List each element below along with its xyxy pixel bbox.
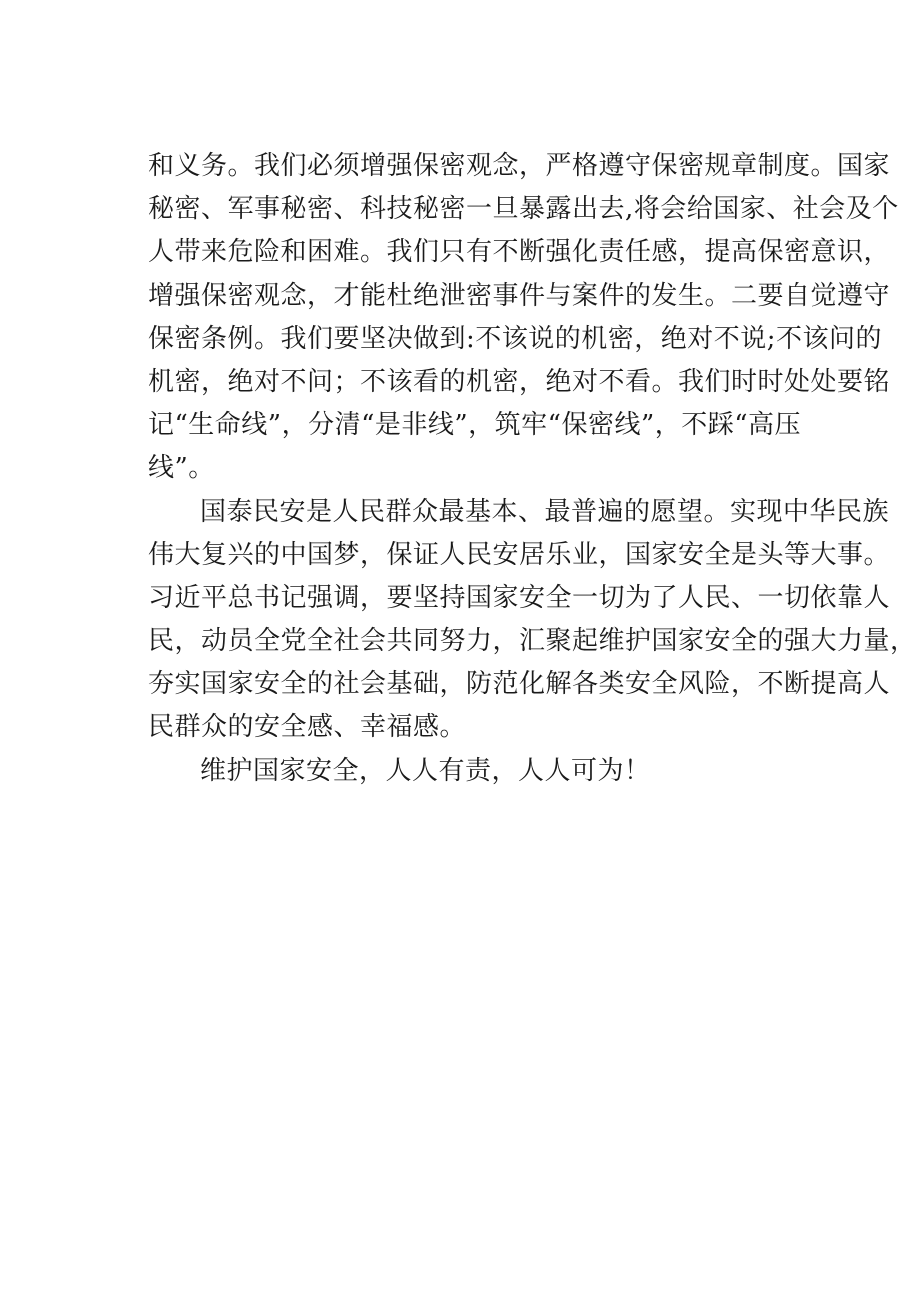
text-line: 夯实国家安全的社会基础，防范化解各类安全风险，不断提高人 <box>148 669 891 700</box>
text-line: 国泰民安是人民群众最基本、最普遍的愿望。实现中华民族 <box>200 496 890 527</box>
document-body <box>148 145 917 793</box>
text-line: 线”。 <box>148 453 215 484</box>
text-line: 和义务。我们必须增强保密观念，严格遵守保密规章制度。国家 <box>148 151 891 181</box>
paragraph-3 <box>148 750 808 793</box>
text-line: 秘密、军事秘密、科技秘密一旦暴露出去,将会给国家、社会及个 <box>148 194 899 225</box>
text-line: 人带来危险和困难。我们只有不断强化责任感，提高保密意识， <box>148 237 891 268</box>
text-line: 民群众的安全感、幸福感。 <box>148 712 467 743</box>
text-line: 机密，绝对不问；不该看的机密，绝对不看。我们时时处处要铭 <box>148 366 891 397</box>
text-line: 记“生命线”，分清“是非线”，筑牢“保密线”，不踩“高压 <box>148 410 802 441</box>
text-line: 维护国家安全，人人有责，人人可为！ <box>200 755 651 786</box>
text-line: 习近平总书记强调，要坚持国家安全一切为了人民、一切依靠人 <box>148 582 891 613</box>
text-line: 伟大复兴的中国梦，保证人民安居乐业，国家安全是头等大事。 <box>148 539 891 570</box>
paragraph-1 <box>148 145 899 491</box>
text-line: 增强保密观念，才能杜绝泄密事件与案件的发生。二要自觉遵守 <box>148 280 891 311</box>
text-line: 民，动员全党全社会共同努力，汇聚起维护国家安全的强大力量， <box>148 626 917 657</box>
text-line: 保密条例。我们要坚决做到:不该说的机密，绝对不说;不该问的 <box>148 323 883 354</box>
paragraph-2 <box>148 491 917 750</box>
